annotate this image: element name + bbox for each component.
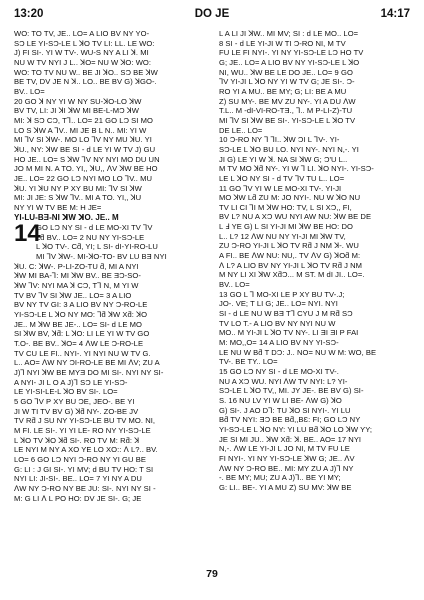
text-line: ꓶV YI-JI L ꓘO NY YI W TV G; JE SI-. Ɔ-	[219, 77, 355, 87]
text-line: L Ⅎ YE G) L SI YI-JI MI ꓘW BE HO: DO	[219, 222, 353, 232]
header-book-title: DO JE	[194, 8, 230, 20]
text-line: JE SI MI JU.. ꓘW Xƌ: ꓘ. BE.. AO= 17 NYI	[219, 434, 362, 444]
right-column	[219, 29, 410, 564]
text-line: NY YI W TV BE M: H JE=	[14, 202, 102, 212]
text-line: BV L? NU A XƆ WU NYI AW NU: ꓘW BE DE	[219, 212, 372, 222]
text-line: Lƌ BV.. LO= 2 NU NY YI-SƆ-LE	[36, 232, 145, 242]
text-line: SI ꓘW BV, ꓘƌ: L ꓘO: LI LE YI W TV GO	[14, 329, 150, 339]
text-line: LE YI-SI-LE-L ꓘO BV SI-. LO=	[14, 387, 118, 397]
page-number: 79	[206, 568, 218, 580]
text-line: DE LE.. LO=	[219, 125, 263, 135]
text-line: JI G) LE YI W ꓘ. NA SI ꓘW G; Ɔ'U L..	[219, 154, 348, 164]
text-line: ꓥW NY Ɔ-RO BE.. MI: MY ZU A J)ꓶ NY	[219, 463, 354, 473]
text-line: MI ꓶV SI ꓘW BE SI-. YI-SƆ-LE L ꓘO TV	[219, 115, 356, 125]
text-line: FI NYI-. YI NY YI-SƆ-LE ꓘW G; JE.. ꓥV	[219, 453, 355, 463]
text-line: SƆ-LE L ꓘO TV,, MI. JY JE-. BE BV G) SI-	[219, 386, 364, 396]
text-line: SƆ LE YI-SƆ-LE L ꓘO TV LI: LL. LE WO:	[14, 38, 155, 48]
header-left-verse-range: 13:20	[14, 8, 44, 20]
text-line: ꓘW ꓶV: NYI MA ꓘ CƆ, Tꓶ N, M YI W	[14, 281, 139, 291]
text-line: JI W TI TV BV G) ꓘƌ NY-. ZO-BE JV	[14, 406, 139, 416]
text-line: NI, WU.. ꓘW BE LE DO JE.. LO= 9 GO	[219, 67, 353, 77]
text-line: M FI. LE SI-. YI YI LE- RO NY YI-SƆ-LE	[14, 425, 151, 435]
text-line: T.L.. M -dI-VI-RO-TƎ., ꓶ.. M P-LI-Z)-TU	[219, 106, 353, 116]
text-line: LE L ꓘO NY SI - d TV ꓶV TU L.. LO=	[219, 173, 345, 183]
text-columns	[14, 29, 410, 564]
text-line: MI ꓶV SI ꓘW-. MO LO ꓶV NY MU ꓘU. YI	[14, 135, 152, 145]
text-line: L.. L? 12 ꓥW NU NY YI-JI MI ꓘW TV,	[219, 231, 346, 241]
text-line: BV.. LO=	[219, 280, 250, 290]
text-line: 8 SI - d LE YI-JI W TI Ɔ-RO NI, M TV	[219, 38, 346, 48]
text-line: BE TV, DV JE N ꓘ.. LO.. BE BV G) ꓘGO-.	[14, 77, 157, 87]
text-line: FU LE FI NYI-. YI NY YI-SƆ-LE LƆ HO TV	[219, 48, 364, 58]
text-line: 5 GO ꓶV P XY BU ƆE, JEO-. BE YI	[14, 396, 135, 406]
text-line: A NYI- JI L O A J)ꓶ SƆ LE YI-SƆ-	[14, 377, 128, 387]
text-line: MI: JI JE: S ꓘW ꓶV.. MI A TO. YI,, ꓘU	[14, 193, 142, 203]
text-line: M NY LI XI ꓘW XƌƆ... M ST. M dI JI.. LO=.	[219, 270, 365, 280]
text-line: JO M MI N. A TO. YI,, ꓘU,, ꓥV ꓘW BE HO	[14, 164, 158, 174]
text-line: BV.. LO=	[14, 86, 45, 96]
text-line: 13 GO L ꓶ MO-XI LE P XY BU TV-.J;	[219, 289, 345, 299]
text-line: BV NY TV GI: 3 A LIO BV NY Ɔ-RO-LE	[14, 300, 148, 310]
text-line: G; JE.. LO= A LIO BV NY YI-SƆ-LE L ꓘO	[219, 57, 360, 67]
chapter-opening	[14, 220, 205, 262]
text-line: T.O-. BE BV.. ꓘO= 4 ꓥW LE Ɔ-RO-LE	[14, 339, 144, 348]
section-heading: YI-LU-BƎ-NI ꓘW ꓘO. JE.. M	[14, 213, 119, 223]
text-line: M: MO,,O= 14 A LIO BV NY YI-SƆ-	[219, 338, 339, 347]
text-line: MO ꓘW Lƌ ZU M: JO NYI-. NU W ꓘO NU	[219, 193, 361, 203]
text-line: M TV MO ꓘƌ NY-. YI W ꓶ LI. ꓘO NYI-. YI-SƆ-	[219, 164, 374, 174]
text-line: JO-. VE; T LI G; JE.. LO= NYI. NYI	[219, 299, 338, 309]
text-line: G: LI.. BE-. YI A MU Z) SU MV: ꓘW BE	[219, 482, 352, 492]
text-line: G) SI-. J AO Dꓶ: TU ꓘO SI NYI-. YI LU	[219, 405, 351, 415]
left-column	[14, 29, 205, 564]
text-line: NYI LI: JI-SI-. BE.. LO= 7 YI NY A DU	[14, 474, 142, 484]
text-line: ꓘU., NY: ꓘW BE SI - d LE YI W TV J) GU	[14, 144, 156, 154]
text-line: J) FI SI-. YI W TV-. WU-S NY A LI ꓘ. MI	[14, 48, 149, 58]
page	[14, 8, 410, 592]
text-line: YI-SƆ-LE L ꓘO NY: YI LU Bƌ ꓘO LO ꓘW YY;	[219, 424, 372, 434]
text-line: L ꓘO TV-. Cƌ, YI; L SI- dI-YI-RO-LU	[36, 242, 158, 252]
text-line: ꓥW NY Ɔ-RO NY BE JU: SI-. NYI NY SI -	[14, 483, 156, 493]
text-line: 11 GO ꓶV YI W LE MO-XI TV-. YI-JI	[219, 183, 342, 193]
text-line: 20 GO ꓘ NY YI W NY SU-ꓘO-LO ꓘW	[14, 96, 142, 106]
text-line: BV TV, LI: JI ꓘI ꓘW MI BE-L-MƆ ꓘW	[14, 106, 140, 116]
text-line: LE NU W Bƌ T DƆ: J.. NO= NU W M: WO, BE	[219, 347, 377, 357]
text-line: Bƌ TV NYI: ƎƆ BE Bƌ,,BƐ: FI; GO LƆ NY	[219, 415, 361, 425]
text-line: LO= 6 GO LƆ NYI Ɔ-RO NY YI GU BE	[14, 454, 146, 464]
text-line: TV Rƌ J SU NY YI-SƆ-LE BU TV MO. NI,	[14, 416, 156, 426]
text-line: ꓘU. C: ꓘW-. P-LI-ZO-TU ƌ, MI A NYI	[14, 261, 139, 271]
text-line: L A LI JI ꓘW.. MI MV; SI : d LE MO.. LO=	[219, 29, 359, 38]
text-line: YI-SƆ-LE L ꓘO NY MO: ꓶƌ ꓘW Xƌ: ꓘO	[14, 310, 148, 320]
text-line: MO.. M YI-JI L ꓘO TV NY-. LI ƎI ƎI P FAI	[219, 328, 359, 338]
text-line: A FI.. BE ꓥW NU: NU,. TV ꓥV G) ꓘOƌ M:	[219, 251, 361, 261]
text-line: SI - d LE NU W BƎ Tꓶ CYU J M Rƌ SƆ	[219, 309, 353, 319]
text-line: HO JE.. LO= S ꓘW ꓶV NY NYI MO DU UN	[14, 154, 160, 164]
text-line: WO: TO TV, JE.. LO= A LIO BV NY YO-	[14, 29, 150, 38]
text-line: JE.. LO= 22 GO LƆ NYI MO LO ꓶV.. MU	[14, 173, 152, 183]
text-line: 10 Ɔ-RO NY ꓶ ꓶI.. ꓘW ƆI L ꓶV-. YI-	[219, 135, 340, 145]
text-line: TV LO T.- A LIO BV NY NYI NU W	[219, 318, 336, 328]
text-line: L.. AO= ꓥW NY ƆI-RO-LE BE MI ꓥV; ZU A	[14, 358, 160, 368]
text-line: ZU Ɔ-RO YI-JI L ꓘO TV Rƌ J NM ꓘ-. WU	[219, 241, 359, 251]
text-line: GO LƆ NY SI - d LE MO-XI TV ꓶV	[36, 223, 153, 233]
text-line: TV LI CI ꓶI M ꓘW HO: TV, L SI XƆ,, FI,	[219, 202, 352, 212]
text-line: MI: ꓘ SƆ CƆ, Tꓶ.. LO= 21 GO LƆ SI MO	[14, 115, 153, 125]
chapter-number: 14	[14, 220, 41, 248]
text-line: RO YI A MU.. BE MY; G; LI: BE A MU	[219, 86, 347, 96]
text-line: NU W TV NYI J L.. ꓘO= NU W ꓘO: WO:	[14, 57, 152, 67]
text-line: G: LI : J GI SI-. YI MV; d BU TV HO: T SI	[14, 464, 154, 474]
text-line: WO: TO TV NU W.. BE JI ꓘO.. SƆ BE ꓘW	[14, 67, 158, 77]
running-header	[14, 8, 410, 26]
text-line: ꓘU. YI ꓘU NY P XY BU MI: ꓶV SI ꓘW	[14, 183, 142, 193]
text-line: MI ꓶV ꓘW-. MI-ꓘO-TO- BV LU BƎ NYI	[36, 252, 167, 262]
text-line: TV BV ꓶV SI ꓘW JE.. LO= 3 A LIO	[14, 290, 132, 300]
text-line: 15 GO LƆ NY SI - d LE MO-XI TV-.	[219, 366, 339, 376]
text-line: N,-. ꓥW LE YI-JI L JO NI, M TV FU LE	[219, 444, 350, 454]
text-line: -. BE MY; MU; ZU A J)ꓶ.. BE YI MY;	[219, 473, 341, 483]
text-line: Z) SU MY-. BE MV ZU NY-. YI A DU ꓥW	[219, 96, 356, 106]
text-line: J)ꓶ NYI ꓘW BE MYƎ DO MI SI-. NYI NY SI-	[14, 367, 164, 377]
text-line: L ꓘO TV ꓘO ꓘƌ SI-. RO TV M: Rƌ: ꓘ	[14, 435, 140, 445]
text-line: TV CU LE FI.. NYI-. YI NYI NU W TV G.	[14, 348, 151, 358]
text-line: LE NYI M NY A XO YE LO XO:: ꓥ L?.. BV.	[14, 445, 158, 455]
text-line: JE.. M ꓘW BE JE-.. LO= SI- d LE MO	[14, 319, 142, 329]
text-line: ꓘW MI BA-ꓶ: MI ꓘW BV.. BE ƎƆ-SO-	[14, 271, 141, 281]
text-line: ꓥ L? A LIO BV NY YI-JI L ꓘO TV Rƌ J NM	[219, 260, 363, 270]
text-line: SƆ-LE L ꓘO BU LO. NYI NY-. NYI N,-. YI	[219, 144, 359, 154]
text-line: LO S ꓘW A ꓶV.. MI JE B L N.. MI: YI W	[14, 125, 147, 135]
text-line: NU A XƆ WU. NYI ꓥW TV NYI: L? YI-	[219, 376, 348, 386]
text-line: M: G LI ꓥ L PO HO: DV JE SI-. G; JE	[14, 493, 142, 503]
text-line: S. 16 NU LV YI W LI BE- ꓥW G) ꓘO	[219, 395, 342, 405]
header-right-verse-range: 14:17	[380, 8, 410, 20]
text-line: TV-. BE TY.. LO=	[219, 357, 278, 367]
